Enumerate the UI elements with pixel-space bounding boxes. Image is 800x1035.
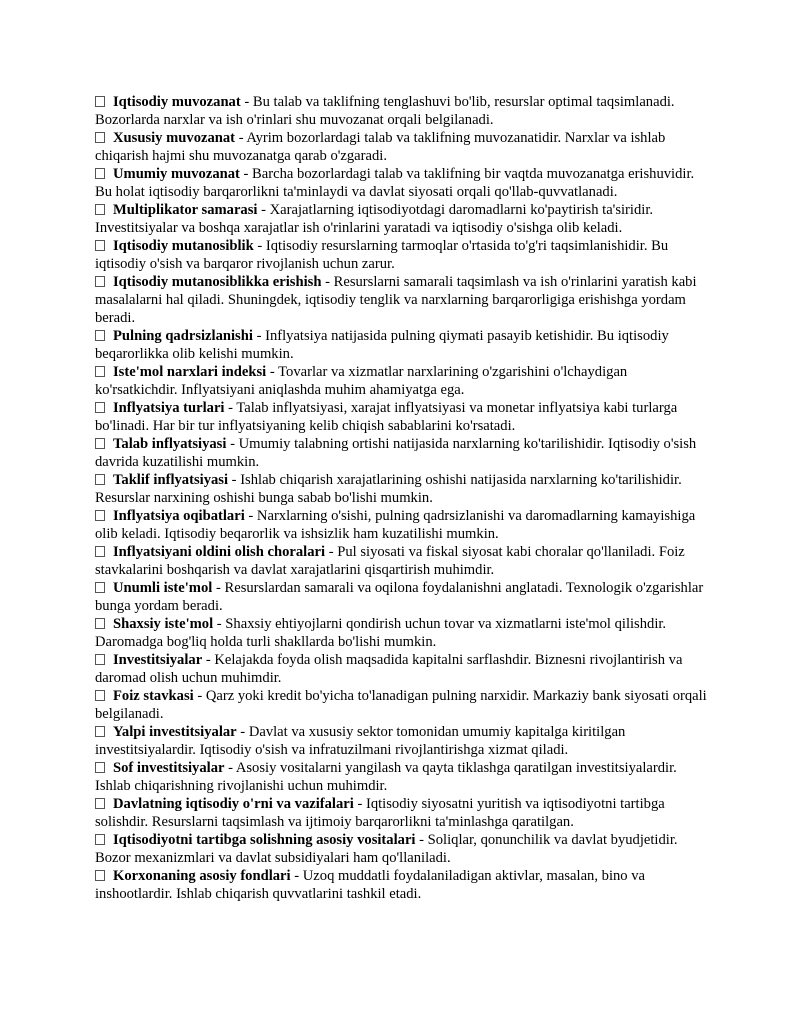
bullet-box-icon: [95, 834, 105, 845]
entry-term: Inflyatsiya oqibatlari: [113, 508, 245, 524]
entry-definition: - Soliqlar, qonunchilik va davlat byudjetidir. Bozor mexanizmlari va davlat subsidiyalari ham qo'llaniladi.: [95, 832, 678, 866]
entry-definition: - Ayrim bozorlardagi talab va taklifning muvozanatidir. Narxlar va ishlab chiqarish hajmi shu muvozanatga qarab o'zgaradi.: [95, 130, 666, 164]
entry-definition: - Iqtisodiy resurslarning tarmoqlar o'rtasida to'g'ri taqsimlanishidir. Bu iqtisodiy o'sish va barqaror rivojlanish uchun zarur.: [95, 238, 669, 272]
entry-term: Yalpi investitsiyalar: [113, 724, 237, 740]
entry-term: Inflyatsiya turlari: [113, 400, 225, 416]
glossary-entry: [95, 93, 710, 129]
entry-definition: - Ishlab chiqarish xarajatlarining oshishi natijasida narxlarning ko'tarilishidir. Resurslar narxining oshishi bunga sabab bo'lishi mumkin.: [95, 472, 682, 506]
bullet-box-icon: [95, 546, 105, 557]
glossary-entry: [95, 471, 710, 507]
entry-term: Iste'mol narxlari indeksi: [113, 364, 267, 380]
bullet-box-icon: [95, 762, 105, 773]
entry-term: Davlatning iqtisodiy o'rni va vazifalari: [113, 796, 354, 812]
entry-term: Investitsiyalar: [113, 652, 203, 668]
entry-definition: - Asosiy vositalarni yangilash va qayta tiklashga qaratilgan investitsiyalardir. Ishlab chiqarishning rivojlanishi uchun muhimdir.: [95, 760, 677, 794]
entry-definition: - Barcha bozorlardagi talab va taklifning bir vaqtda muvozanatga erishuvidir. Bu holat iqtisodiy barqarorlikni ta'minlaydi va davlat siyosati orqali qo'llab-quvvatlanadi.: [95, 166, 695, 200]
entry-definition: - Narxlarning o'sishi, pulning qadrsizlanishi va daromadlarning kamayishiga olib keladi. Iqtisodiy beqarorlik va ishsizlik ham kuzatilishi mumkin.: [95, 508, 696, 542]
bullet-box-icon: [95, 870, 105, 881]
entry-definition: - Talab inflyatsiyasi, xarajat inflyatsiyasi va monetar inflyatsiya kabi turlarga bo'linadi. Har bir tur inflyatsiyaning kelib chiqish sabablarini ko'rsatadi.: [95, 400, 678, 434]
bullet-box-icon: [95, 474, 105, 485]
glossary-entry: [95, 579, 710, 615]
bullet-box-icon: [95, 690, 105, 701]
entry-definition: - Davlat va xususiy sektor tomonidan umumiy kapitalga kiritilgan investitsiyalardir. Iqtisodiy o'sish va infratuzilmani rivojlantirishga xizmat qiladi.: [95, 724, 626, 758]
entry-definition: - Pul siyosati va fiskal siyosat kabi choralar qo'llaniladi. Foiz stavkalarini boshqarish va davlat xarajatlarini qisqartirish muhimdir.: [95, 544, 685, 578]
glossary-entry: [95, 273, 710, 327]
entry-term: Pulning qadrsizlanishi: [113, 328, 253, 344]
entry-term: Iqtisodiyotni tartibga solishning asosiy vositalari: [113, 832, 416, 848]
glossary-entry: [95, 615, 710, 651]
bullet-box-icon: [95, 132, 105, 143]
bullet-box-icon: [95, 798, 105, 809]
entry-term: Umumiy muvozanat: [113, 166, 240, 182]
entry-term: Korxonaning asosiy fondlari: [113, 868, 291, 884]
glossary-entry: [95, 129, 710, 165]
glossary-entry: [95, 435, 710, 471]
glossary-entry: [95, 795, 710, 831]
entry-definition: - Inflyatsiya natijasida pulning qiymati pasayib ketishidir. Bu iqtisodiy beqarorlikka olib kelishi mumkin.: [95, 328, 669, 362]
entry-definition: - Bu talab va taklifning tenglashuvi bo'lib, resurslar optimal taqsimlanadi. Bozorlarda narxlar va ish o'rinlari shu muvozanat orqali belgilanadi.: [95, 94, 675, 128]
entry-definition: - Kelajakda foyda olish maqsadida kapitalni sarflashdir. Biznesni rivojlantirish va daromad olish uchun muhimdir.: [95, 652, 683, 686]
glossary-entry: [95, 723, 710, 759]
entry-term: Unumli iste'mol: [113, 580, 213, 596]
bullet-box-icon: [95, 654, 105, 665]
entry-term: Shaxsiy iste'mol: [113, 616, 214, 632]
glossary-entry: [95, 327, 710, 363]
glossary-entry: [95, 399, 710, 435]
entry-definition: - Qarz yoki kredit bo'yicha to'lanadigan pulning narxidir. Markaziy bank siyosati orqali belgilanadi.: [95, 688, 707, 722]
entry-definition: - Umumiy talabning ortishi natijasida narxlarning ko'tarilishidir. Iqtisodiy o'sish davrida kuzatilishi mumkin.: [95, 436, 697, 470]
glossary-entry: [95, 165, 710, 201]
bullet-box-icon: [95, 366, 105, 377]
entry-term: Foiz stavkasi: [113, 688, 194, 704]
entry-term: Iqtisodiy muvozanat: [113, 94, 241, 110]
glossary-entry: [95, 831, 710, 867]
glossary-entry: [95, 651, 710, 687]
glossary-entry: [95, 759, 710, 795]
bullet-box-icon: [95, 240, 105, 251]
entry-term: Multiplikator samarasi: [113, 202, 258, 218]
glossary-entry: [95, 507, 710, 543]
bullet-box-icon: [95, 276, 105, 287]
entry-term: Iqtisodiy mutanosiblikka erishish: [113, 274, 322, 290]
bullet-box-icon: [95, 510, 105, 521]
glossary-entry: [95, 201, 710, 237]
bullet-box-icon: [95, 726, 105, 737]
entry-definition: - Shaxsiy ehtiyojlarni qondirish uchun tovar va xizmatlarni iste'mol qilishdir. Daromadga bog'liq holda turli shakllarda bo'lishi mumkin.: [95, 616, 667, 650]
bullet-box-icon: [95, 168, 105, 179]
entry-definition: - Resurslardan samarali va oqilona foydalanishni anglatadi. Texnologik o'zgarishlar bunga yordam beradi.: [95, 580, 704, 614]
entry-definition: - Xarajatlarning iqtisodiyotdagi daromadlarni ko'paytirish ta'siridir. Investitsiyalar va boshqa xarajatlar ish o'rinlarini yaratadi va iqtisodiy o'sishga olib keladi.: [95, 202, 654, 236]
glossary-entry: [95, 867, 710, 903]
document-page: [95, 93, 710, 903]
entry-term: Iqtisodiy mutanosiblik: [113, 238, 254, 254]
entry-definition: - Iqtisodiy siyosatni yuritish va iqtisodiyotni tartibga solishdir. Resurslarni taqsimlash va ijtimoiy barqarorlikni ta'minlashga qaratilgan.: [95, 796, 665, 830]
bullet-box-icon: [95, 438, 105, 449]
entry-term: Sof investitsiyalar: [113, 760, 225, 776]
bullet-box-icon: [95, 402, 105, 413]
bullet-box-icon: [95, 330, 105, 341]
bullet-box-icon: [95, 96, 105, 107]
glossary-entry: [95, 363, 710, 399]
entry-term: Xususiy muvozanat: [113, 130, 236, 146]
entry-definition: - Resurslarni samarali taqsimlash va ish o'rinlarini yaratish kabi masalalarni hal qiladi. Shuningdek, iqtisodiy tenglik va narxlarning barqarorligiga erishishga yordam beradi.: [95, 274, 697, 326]
glossary-entry: [95, 543, 710, 579]
glossary-entry: [95, 687, 710, 723]
bullet-box-icon: [95, 204, 105, 215]
entry-term: Taklif inflyatsiyasi: [113, 472, 229, 488]
entry-definition: - Uzoq muddatli foydalaniladigan aktivlar, masalan, bino va inshootlardir. Ishlab chiqarish quvvatlarini tashkil etadi.: [95, 868, 646, 902]
entry-term: Talab inflyatsiyasi: [113, 436, 227, 452]
glossary-entry: [95, 237, 710, 273]
entry-definition: - Tovarlar va xizmatlar narxlarining o'zgarishini o'lchaydigan ko'rsatkichdir. Inflyatsiyani aniqlashda muhim ahamiyatga ega.: [95, 364, 628, 398]
entry-term: Inflyatsiyani oldini olish choralari: [113, 544, 326, 560]
bullet-box-icon: [95, 582, 105, 593]
bullet-box-icon: [95, 618, 105, 629]
